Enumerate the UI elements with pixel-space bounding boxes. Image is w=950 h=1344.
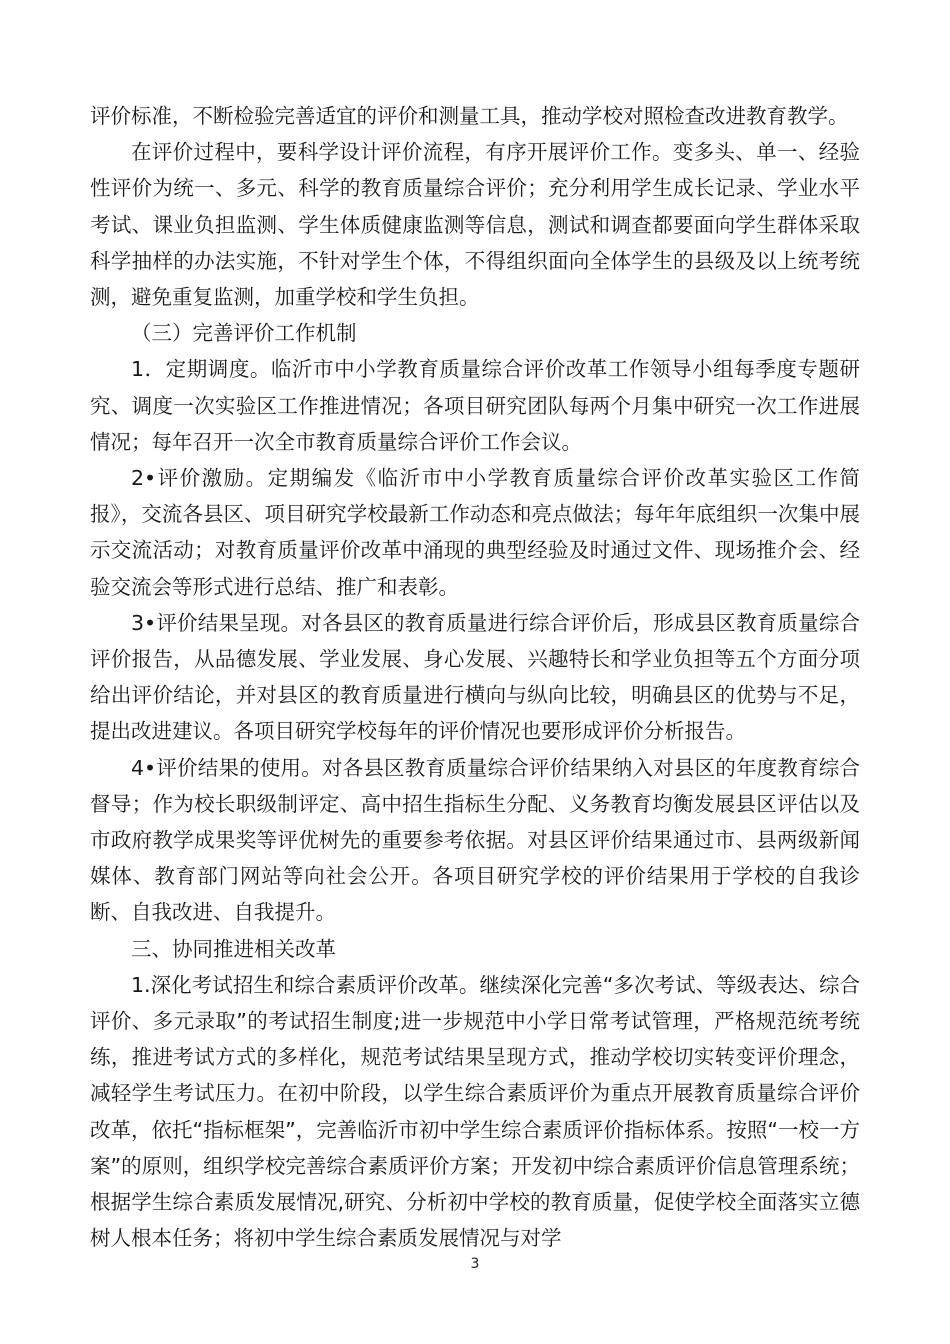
- paragraph-result-presentation: 3•评价结果呈现。对各县区的教育质量进行综合评价后，形成县区教育质量综合评价报告，从品德发展、学业发展、身心发展、兴趣特长和学业负担等五个方面分项给出评价结论，并对县区的教育质量进行横向与纵向比较，明确县区的优势与不足，提出改进建议。各项目研究学校每年的评价情况也要形成评价分析报告。: [90, 610, 860, 744]
- paragraph-result-usage: 4•评价结果的使用。对各县区教育质量综合评价结果纳入对县区的年度教育综合督导；作为校长职级制评定、高中招生指标生分配、义务教育均衡发展县区评估以及市政府教学成果奖等评优树先的重要参考依据。对县区评价结果通过市、县两级新闻媒体、教育部门网站等向社会公开。各项目研究学校的评价结果用于学校的自我诊断、自我改进、自我提升。: [90, 755, 860, 925]
- document-body: [90, 98, 860, 1257]
- paragraph-evaluation-process: 在评价过程中，要科学设计评价流程，有序开展评价工作。变多头、单一、经验性评价为统一、多元、科学的教育质量综合评价；充分利用学生成长记录、学业水平考试、课业负担监测、学生体质健康监测等信息，测试和调查都要面向学生群体采取科学抽样的办法实施，不针对学生个体，不得组织面向全体学生的县级及以上统考统测，避免重复监测，加重学校和学生负担。: [90, 140, 860, 310]
- paragraph-evaluation-incentive: 2•评价激励。定期编发《临沂市中小学教育质量综合评价改革实验区工作简报》，交流各县区、项目研究学校最新工作动态和亮点做法；每年年底组织一次集中展示交流活动；对教育质量评价改革中涌现的典型经验及时通过文件、现场推介会、经验交流会等形式进行总结、推广和表彰。: [90, 466, 860, 599]
- paragraph-regular-scheduling: 1．定期调度。临沂市中小学教育质量综合评价改革工作领导小组每季度专题研究、调度一次实验区工作推进情况；各项目研究团队每两个月集中研究一次工作进展情况；每年召开一次全市教育质量综合评价工作会议。: [90, 357, 860, 454]
- section-heading-reform: 三、协同推进相关改革: [131, 936, 336, 961]
- section-heading-mechanism: （三）完善评价工作机制: [131, 321, 357, 346]
- page-number: 3: [470, 1256, 480, 1272]
- paragraph-exam-reform: 1.深化考试招生和综合素质评价改革。继续深化完善“多次考试、等级表达、综合评价、多元录取”的考试招生制度;进一步规范中小学日常考试管理，严格规范统考统练，推进考试方式的多样化，规范考试结果呈现方式，推动学校切实转变评价理念，减轻学生考试压力。在初中阶段，以学生综合素质评价为重点开展教育质量综合评价改革，依托“指标框架”，完善临沂市初中学生综合素质评价指标体系。按照“一校一方案”的原则，组织学校完善综合素质评价方案；开发初中综合素质评价信息管理系统；根据学生综合素质发展情况,研究、分析初中学校的教育质量，促使学校全面落实立德树人根本任务；将初中学生综合素质发展情况与对学: [90, 972, 860, 1251]
- paragraph-continuation: 评价标准，不断检验完善适宜的评价和测量工具，推动学校对照检查改进教育教学。: [90, 104, 849, 128]
